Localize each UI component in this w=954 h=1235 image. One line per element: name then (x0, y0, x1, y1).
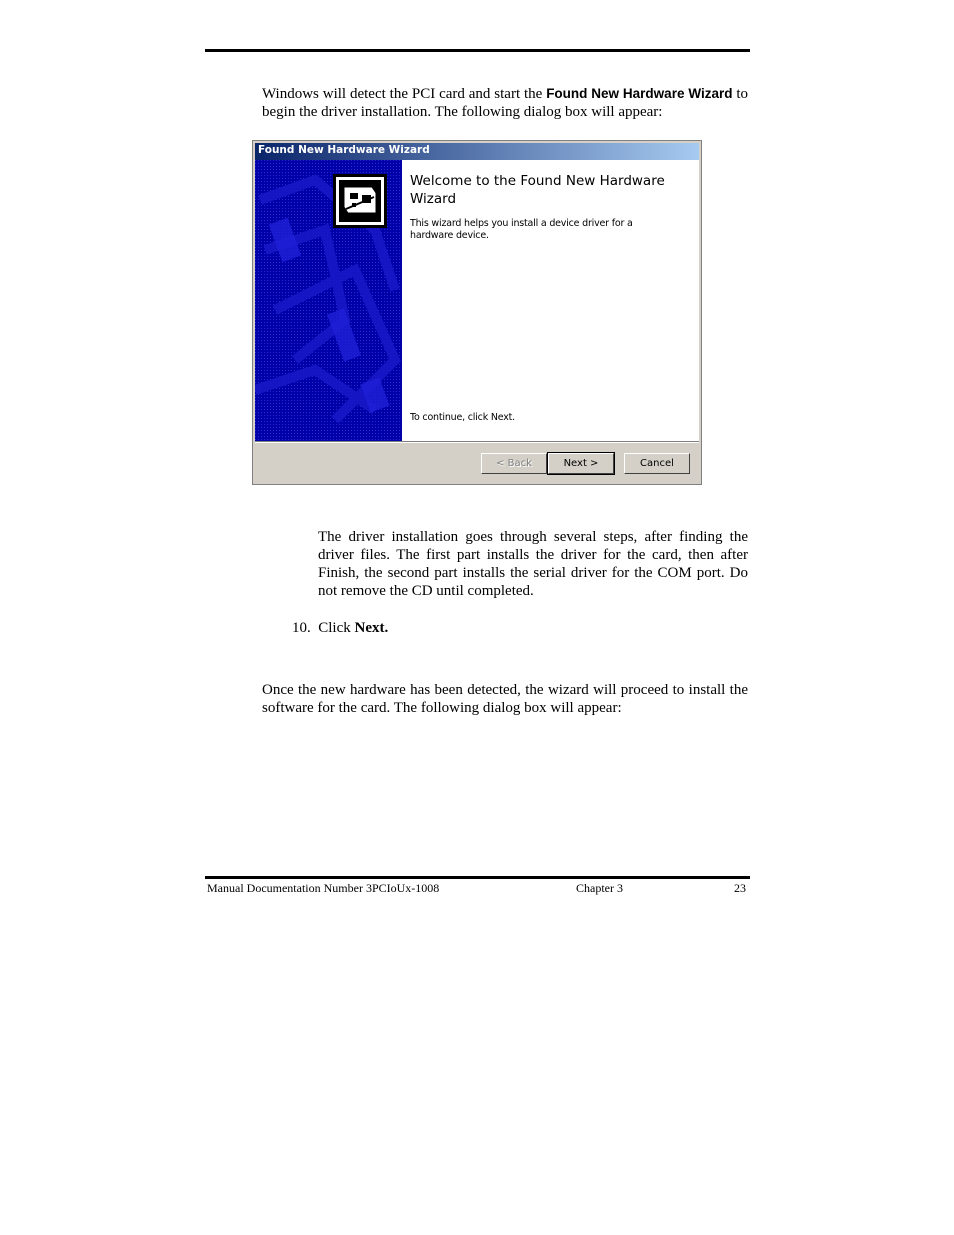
hardware-card-icon (332, 173, 388, 229)
wizard-continue-hint: To continue, click Next. (410, 412, 515, 423)
footer-doc-number: Manual Documentation Number 3PCIoUx-1008 (207, 881, 440, 895)
footer-page-number: 23 (734, 881, 746, 895)
wizard-content (402, 160, 699, 441)
intro-text-end: to begin the driver installation. The following dialog box will appear: (262, 86, 749, 120)
step-bold-text: Next. (354, 620, 389, 636)
dialog-title: Found New Hardware Wizard (258, 144, 430, 156)
intro-text-start: Windows will detect the PCI card and start the (262, 86, 547, 102)
footer-rule (205, 876, 750, 879)
intro-bold-text: Found New Hardware Wizard (546, 86, 733, 101)
next-button[interactable]: Next > (548, 453, 614, 474)
footer-chapter: Chapter 3 (576, 881, 623, 895)
cancel-button[interactable]: Cancel (624, 453, 690, 474)
wizard-heading: Welcome to the Found New Hardware Wizard (410, 173, 665, 207)
header-rule (205, 49, 750, 52)
note-paragraph: The driver installation goes through several steps, after finding the driver files. The first part installs the driver for the card, then after Finish, the second part installs the serial driver for the COM port. Do not remove the CD until completed. (318, 529, 748, 599)
dialog-title-bar[interactable] (255, 143, 699, 160)
button-area-separator-highlight (255, 442, 699, 443)
outro-paragraph: Once the new hardware has been detected, the wizard will proceed to install the software for the card. The following dialog box will appear: (262, 682, 748, 716)
intro-paragraph (262, 85, 748, 121)
wizard-description: This wizard helps you install a device driver for a hardware device. (410, 218, 633, 241)
step-text: Click (318, 620, 355, 636)
step-number: 10. (292, 620, 311, 636)
wizard-dialog (252, 140, 702, 485)
step-10 (292, 619, 388, 637)
back-button[interactable]: < Back (481, 453, 547, 474)
